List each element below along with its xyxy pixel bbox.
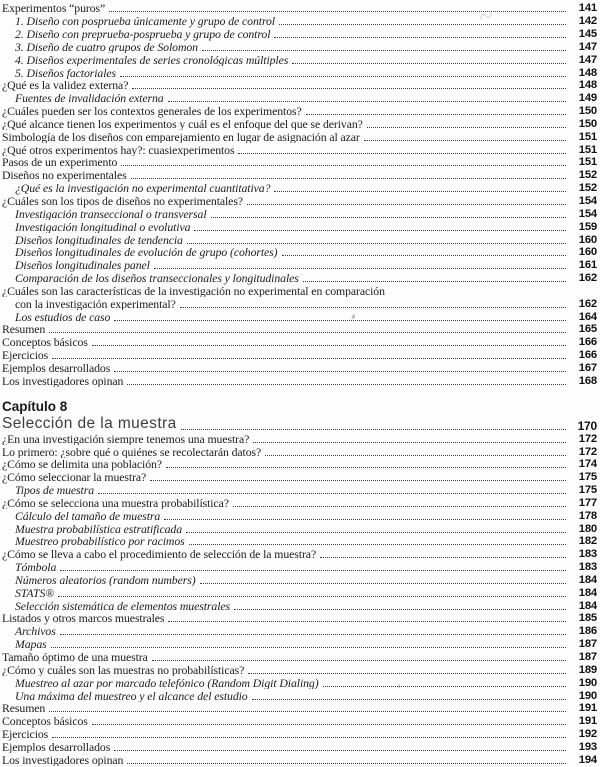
toc-entry-label: Los investigadores opinan: [2, 753, 124, 767]
dot-leader: [52, 737, 566, 738]
toc-entry-label: Muestreo probabilístico por racimos: [15, 535, 185, 548]
toc-entry-label: Ejemplos desarrollados: [2, 361, 111, 375]
toc-entry-label: Investigación transeccional o transversal: [15, 207, 207, 221]
page-number: 191: [578, 702, 597, 715]
toc-entry: [2, 105, 597, 118]
toc-entry-label: ¿Qué otros experimentos hay?: cuasiexperimentos: [2, 143, 235, 157]
toc-entry: [2, 741, 597, 754]
toc-entry: [2, 182, 597, 195]
dot-leader: [127, 763, 566, 764]
dot-leader: [274, 191, 566, 192]
toc-entry-label: 4. Diseños experimentales de series cronológicas múltiples: [15, 53, 289, 67]
toc-entry-label: ¿Qué alcance tienen los experimentos y cuál es el enfoque del que se derivan?: [2, 117, 363, 131]
toc-entry: [2, 130, 597, 143]
page-number: 165: [578, 323, 597, 336]
toc-entry: [2, 728, 597, 741]
dot-leader: [92, 345, 566, 346]
toc-entry-label: ¿Cuáles son las características de la investigación no experimental en comparación: [2, 284, 385, 298]
page-number: 184: [578, 586, 597, 599]
page-number: 154: [578, 195, 597, 207]
page-number: 186: [578, 625, 597, 638]
page-number: 160: [578, 233, 597, 246]
toc-entry: [2, 471, 597, 484]
dot-leader: [152, 660, 566, 661]
page-number: 183: [578, 561, 597, 574]
toc-entry: [2, 445, 597, 458]
toc-entry: [2, 285, 597, 298]
toc-entry: [2, 715, 597, 728]
toc-entry-label: Diseños longitudinales de tendencia: [15, 233, 183, 247]
toc-entry: [2, 53, 597, 66]
dot-leader: [180, 307, 566, 308]
toc-entry: [2, 233, 597, 246]
toc-entry-label: Experimentos “puros”: [2, 2, 106, 15]
toc-entry-label: 1. Diseño con posprueba únicamente y grupo de control: [15, 14, 275, 28]
toc-entry-label: Selección sistemática de elementos muestrales: [15, 599, 230, 613]
toc-entry: [2, 272, 597, 285]
toc-entry-label: Muestra probabilística estratificada: [15, 522, 183, 536]
dot-leader: [200, 583, 566, 584]
toc-entry: [2, 676, 597, 689]
toc-entry: [2, 15, 597, 28]
toc-entry: [2, 259, 597, 272]
dot-leader: [279, 24, 566, 25]
toc-entry: [2, 208, 597, 221]
toc-entry: [2, 625, 597, 638]
toc-entry-label: con la investigación experimental?: [15, 297, 176, 311]
toc-entry: [2, 509, 597, 522]
toc-entry-label: 3. Diseño de cuatro grupos de Solomon: [15, 40, 198, 54]
toc-entry-label: ¿En una investigación siempre tenemos una muestra?: [2, 432, 250, 446]
dot-leader: [292, 63, 566, 64]
dot-leader: [98, 493, 566, 494]
page-number: 145: [578, 28, 597, 41]
dot-leader: [60, 570, 566, 571]
toc-entry-label: 5. Diseños factoriales: [15, 66, 117, 80]
dot-leader: [120, 76, 566, 77]
page-number: 154: [578, 207, 597, 220]
toc-entry-label: Los investigadores opinan: [2, 374, 124, 388]
toc-entry-label: Resumen: [2, 323, 46, 336]
toc-entry: [2, 484, 597, 497]
page-number: 187: [578, 651, 597, 663]
toc-entry: [2, 374, 597, 387]
page-number: 149: [578, 92, 597, 105]
page-number: 193: [578, 740, 597, 753]
toc-entry-label: Muestreo al azar por marcado telefónico (Random Digit Dialing): [15, 676, 319, 690]
toc-entry-label: ¿Cómo y cuáles son las muestras no probabilísticas?: [2, 663, 245, 677]
page-number: 141: [578, 2, 597, 15]
toc-entry-label: Tamaño óptimo de una muestra: [2, 650, 148, 664]
page-number: 192: [578, 728, 597, 741]
dot-leader: [274, 37, 566, 38]
dot-leader: [92, 724, 566, 725]
toc-entry-label: ¿Cuáles son los tipos de diseños no experimentales?: [2, 194, 243, 208]
toc-section-chapter8: [2, 432, 597, 766]
page-number: 178: [578, 509, 597, 522]
toc-entry-label: 2. Diseño con preprueba-posprueba y grupo de control: [15, 27, 271, 41]
dot-leader: [320, 557, 566, 558]
page-number: 172: [578, 445, 597, 458]
toc-entry: [2, 458, 597, 471]
toc-section-chapter7-continuation: [2, 2, 597, 387]
page-number: 150: [578, 117, 597, 130]
toc-entry: [2, 753, 597, 766]
toc-entry-label: Ejercicios: [2, 727, 49, 741]
page-number: 168: [578, 374, 597, 387]
page-number: 185: [578, 612, 597, 625]
toc-entry: [2, 535, 597, 548]
page-number: 147: [578, 53, 597, 66]
dot-leader: [114, 750, 566, 751]
toc-entry: [2, 689, 597, 702]
page-number: 152: [578, 182, 597, 195]
page-number: 148: [578, 66, 597, 79]
dot-leader: [114, 371, 566, 372]
page-number: 166: [578, 336, 597, 349]
dot-leader: [52, 358, 566, 359]
toc-entry: [2, 195, 597, 208]
page-number: 190: [578, 676, 597, 689]
toc-entry: [2, 41, 597, 54]
page-number: 182: [578, 535, 597, 548]
toc-entry-label: ¿Cuáles pueden ser los contextos generales de los experimentos?: [2, 104, 302, 118]
toc-entry-label: ¿Cómo se selecciona una muestra probabilística?: [2, 496, 229, 510]
dot-leader: [121, 165, 566, 166]
dot-leader: [248, 673, 566, 674]
page-number: 187: [578, 638, 597, 651]
page-number: 148: [578, 79, 597, 92]
toc-entry: [2, 246, 597, 259]
toc-entry-label: STATS®: [15, 586, 55, 600]
toc-entry-label: ¿Cómo seleccionar la muestra?: [2, 470, 147, 484]
toc-entry-label: Ejercicios: [2, 348, 49, 362]
toc-entry: [2, 2, 597, 15]
toc-entry: [2, 497, 597, 510]
page-number: 161: [578, 259, 597, 272]
page-number: 164: [578, 310, 597, 323]
toc-entry-label: ¿Cómo se delimita una población?: [2, 458, 162, 471]
dot-leader: [211, 217, 567, 218]
toc-entry: [2, 522, 597, 535]
dot-leader: [181, 429, 566, 430]
page-number: 151: [578, 156, 597, 169]
dot-leader: [127, 384, 566, 385]
toc-entry: [2, 561, 597, 574]
dot-leader: [186, 532, 566, 533]
dot-leader: [114, 320, 566, 321]
toc-entry: [2, 702, 597, 715]
toc-entry-label: Fuentes de invalidación externa: [15, 91, 164, 105]
toc-entry: [2, 118, 597, 131]
toc-entry: [2, 362, 597, 375]
page-number: 191: [578, 715, 597, 728]
page-number: 150: [578, 105, 597, 118]
page-number: 175: [578, 471, 597, 484]
page-number: 190: [578, 689, 597, 702]
toc-entry-label: Comparación de los diseños transeccionales y longitudinales: [15, 271, 299, 285]
dot-leader: [252, 699, 566, 700]
toc-entry-label: Pasos de un experimento: [2, 156, 118, 169]
page-number: 183: [578, 548, 597, 561]
dot-leader: [168, 101, 566, 102]
chapter-title: Selección de la muestra: [2, 415, 177, 433]
page-number: 159: [578, 220, 597, 233]
dot-leader: [58, 596, 566, 597]
dot-leader: [60, 634, 566, 635]
toc-entry-label: Cálculo del tamaño de muestra: [15, 509, 161, 523]
toc-entry: [2, 156, 597, 169]
toc-entry: [2, 310, 597, 323]
page-number: 170: [577, 418, 597, 433]
page-number: 184: [578, 599, 597, 612]
dot-leader: [282, 255, 566, 256]
toc-entry-label: Resumen: [2, 702, 46, 715]
dot-leader: [164, 519, 566, 520]
toc-entry: [2, 349, 597, 362]
toc-entry-label: ¿Qué es la investigación no experimental cuantitativa?: [15, 181, 271, 195]
toc-entry: [2, 92, 597, 105]
toc-entry-label: Archivos: [15, 624, 56, 638]
toc-entry-label: Diseños longitudinales de evolución de grupo (cohortes): [15, 246, 278, 259]
dot-leader: [306, 114, 566, 115]
toc-entry: [2, 664, 597, 677]
toc-entry: [2, 220, 597, 233]
dot-leader: [168, 621, 566, 622]
page-number: 167: [578, 361, 597, 374]
toc-entry-label: ¿Qué es la validez externa?: [2, 79, 129, 92]
dot-leader: [154, 268, 566, 269]
page-number: 180: [578, 522, 597, 535]
toc-entry: [2, 143, 597, 156]
page-number: 151: [578, 143, 597, 156]
dot-leader: [265, 455, 566, 456]
chapter-heading: Capítulo 8: [2, 399, 68, 415]
page-number: 184: [578, 573, 597, 586]
toc-entry: [2, 612, 597, 625]
toc-entry-label: Ejemplos desarrollados: [2, 740, 111, 754]
toc-entry: [2, 336, 597, 349]
page-number: 189: [578, 663, 597, 676]
page-number: 162: [578, 297, 597, 310]
dot-leader: [238, 153, 566, 154]
dot-leader: [150, 480, 566, 481]
dot-leader: [49, 332, 566, 333]
toc-entry-label: Simbología de los diseños con emparejamiento en lugar de asignación al azar: [2, 130, 360, 144]
toc-entry-label: Listados y otros marcos muestrales: [2, 612, 165, 625]
toc-entry: [2, 638, 597, 651]
page-number: 147: [578, 40, 597, 53]
toc-entry-label: Una máxima del muestreo y el alcance del estudio: [15, 689, 248, 703]
toc-entry-label: Mapas: [15, 637, 47, 651]
page-number: 194: [578, 753, 597, 766]
page-number: 162: [578, 272, 597, 285]
page-number: 166: [578, 349, 597, 362]
page-number: 172: [578, 432, 597, 445]
dot-leader: [303, 281, 566, 282]
toc-entry-label: Los estudios de caso: [15, 310, 111, 324]
dot-leader: [109, 11, 566, 12]
page-number: 160: [578, 246, 597, 259]
dot-leader: [131, 178, 566, 179]
toc-entry: [2, 297, 597, 310]
toc-entry-label: Tómbola: [15, 560, 57, 574]
toc-entry: [2, 79, 597, 92]
page-number: 151: [578, 130, 597, 143]
toc-entry: [2, 28, 597, 41]
dot-leader: [367, 127, 566, 128]
page-number: 142: [578, 15, 597, 28]
dot-leader: [247, 204, 566, 205]
dot-leader: [187, 243, 566, 244]
toc-entry-label: ¿Cómo se lleva a cabo el procedimiento de selección de la muestra?: [2, 547, 317, 561]
toc-entry: [2, 323, 597, 336]
dot-leader: [189, 544, 566, 545]
toc-entry-label: Números aleatorios (random numbers): [15, 573, 196, 587]
dot-leader: [364, 140, 566, 141]
dot-leader: [166, 467, 566, 468]
toc-entry: [2, 651, 597, 664]
page-number: 174: [578, 458, 597, 471]
dot-leader: [202, 50, 566, 51]
dot-leader: [132, 88, 566, 89]
dot-leader: [233, 506, 566, 507]
toc-entry: [2, 599, 597, 612]
toc-entry-label: Tipos de muestra: [15, 483, 95, 497]
toc-entry: [2, 169, 597, 182]
page-number: 152: [578, 169, 597, 182]
toc-entry: [2, 574, 597, 587]
dot-leader: [51, 647, 566, 648]
dot-leader: [253, 442, 566, 443]
toc-entry-label: Conceptos básicos: [2, 335, 88, 349]
toc-entry: [2, 432, 597, 445]
toc-entry-label: Diseños no experimentales: [2, 168, 127, 182]
dot-leader: [323, 686, 566, 687]
chapter-title-row: [2, 414, 597, 432]
toc-entry: [2, 66, 597, 79]
toc-entry-label: Lo primero: ¿sobre qué o quiénes se recolectarán datos?: [2, 445, 262, 458]
page-number: 175: [578, 484, 597, 497]
toc-entry: [2, 586, 597, 599]
dot-leader: [194, 230, 566, 231]
toc-entry-label: Diseños longitudinales panel: [15, 258, 150, 272]
dot-leader: [49, 711, 566, 712]
page-number: 177: [578, 496, 597, 509]
toc-entry-label: Investigación longitudinal o evolutiva: [15, 220, 191, 234]
dot-leader: [234, 609, 566, 610]
toc-entry: [2, 548, 597, 561]
toc-entry-label: Conceptos básicos: [2, 714, 88, 728]
